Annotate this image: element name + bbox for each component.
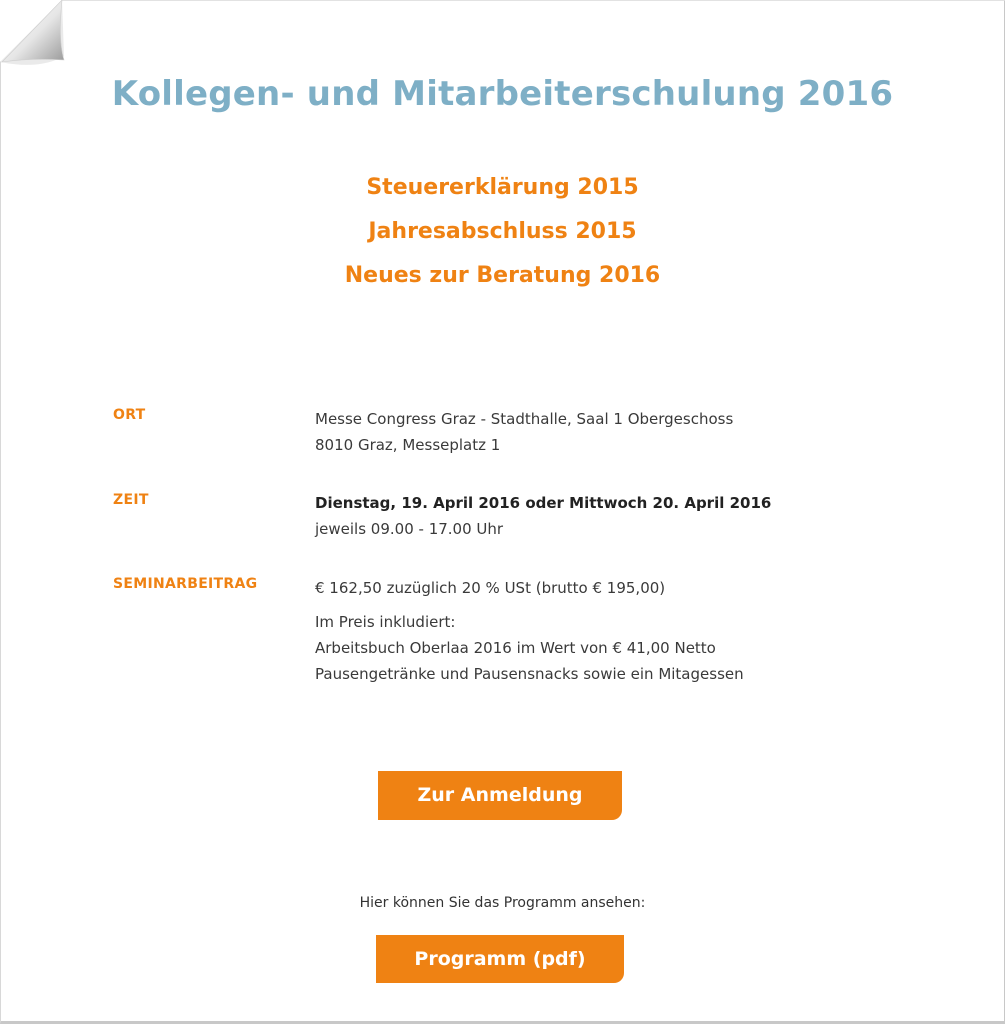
subtitle-list	[0, 166, 1005, 298]
seminarbeitrag-price: € 162,50 zuzüglich 20 % USt (brutto € 195,00)	[315, 579, 666, 597]
included-item-workbook: Arbeitsbuch Oberlaa 2016 im Wert von € 41,00 Netto	[315, 639, 716, 657]
program-pdf-button[interactable]: Programm (pdf)	[376, 935, 624, 983]
subtitle-beratung: Neues zur Beratung 2016	[344, 263, 661, 288]
zeit-label: ZEIT	[113, 492, 149, 508]
page-curl-icon	[0, 0, 70, 70]
ort-label: ORT	[113, 407, 146, 423]
subtitle-jahresabschluss: Jahresabschluss 2015	[368, 219, 637, 244]
register-button[interactable]: Zur Anmeldung	[378, 771, 622, 820]
zeit-hours: jeweils 09.00 - 17.00 Uhr	[315, 520, 504, 538]
seminarbeitrag-value	[315, 575, 744, 687]
subtitle-steuererklaerung: Steuererklärung 2015	[366, 175, 639, 200]
page-title: Kollegen- und Mitarbeiterschulung 2016	[111, 74, 894, 114]
included-item-catering: Pausengetränke und Pausensnacks sowie ein Mitagessen	[315, 665, 744, 683]
ort-address-line1: Messe Congress Graz - Stadthalle, Saal 1 Obergeschoss	[315, 410, 734, 428]
zeit-dates: Dienstag, 19. April 2016 oder Mittwoch 20. April 2016	[315, 494, 772, 512]
ort-value	[315, 406, 733, 458]
ort-address-line2: 8010 Graz, Messeplatz 1	[315, 436, 501, 454]
zeit-value	[315, 490, 771, 542]
program-hint: Hier können Sie das Programm ansehen:	[359, 895, 646, 911]
included-heading: Im Preis inkludiert:	[315, 613, 456, 631]
seminarbeitrag-label: SEMINARBEITRAG	[113, 576, 258, 592]
